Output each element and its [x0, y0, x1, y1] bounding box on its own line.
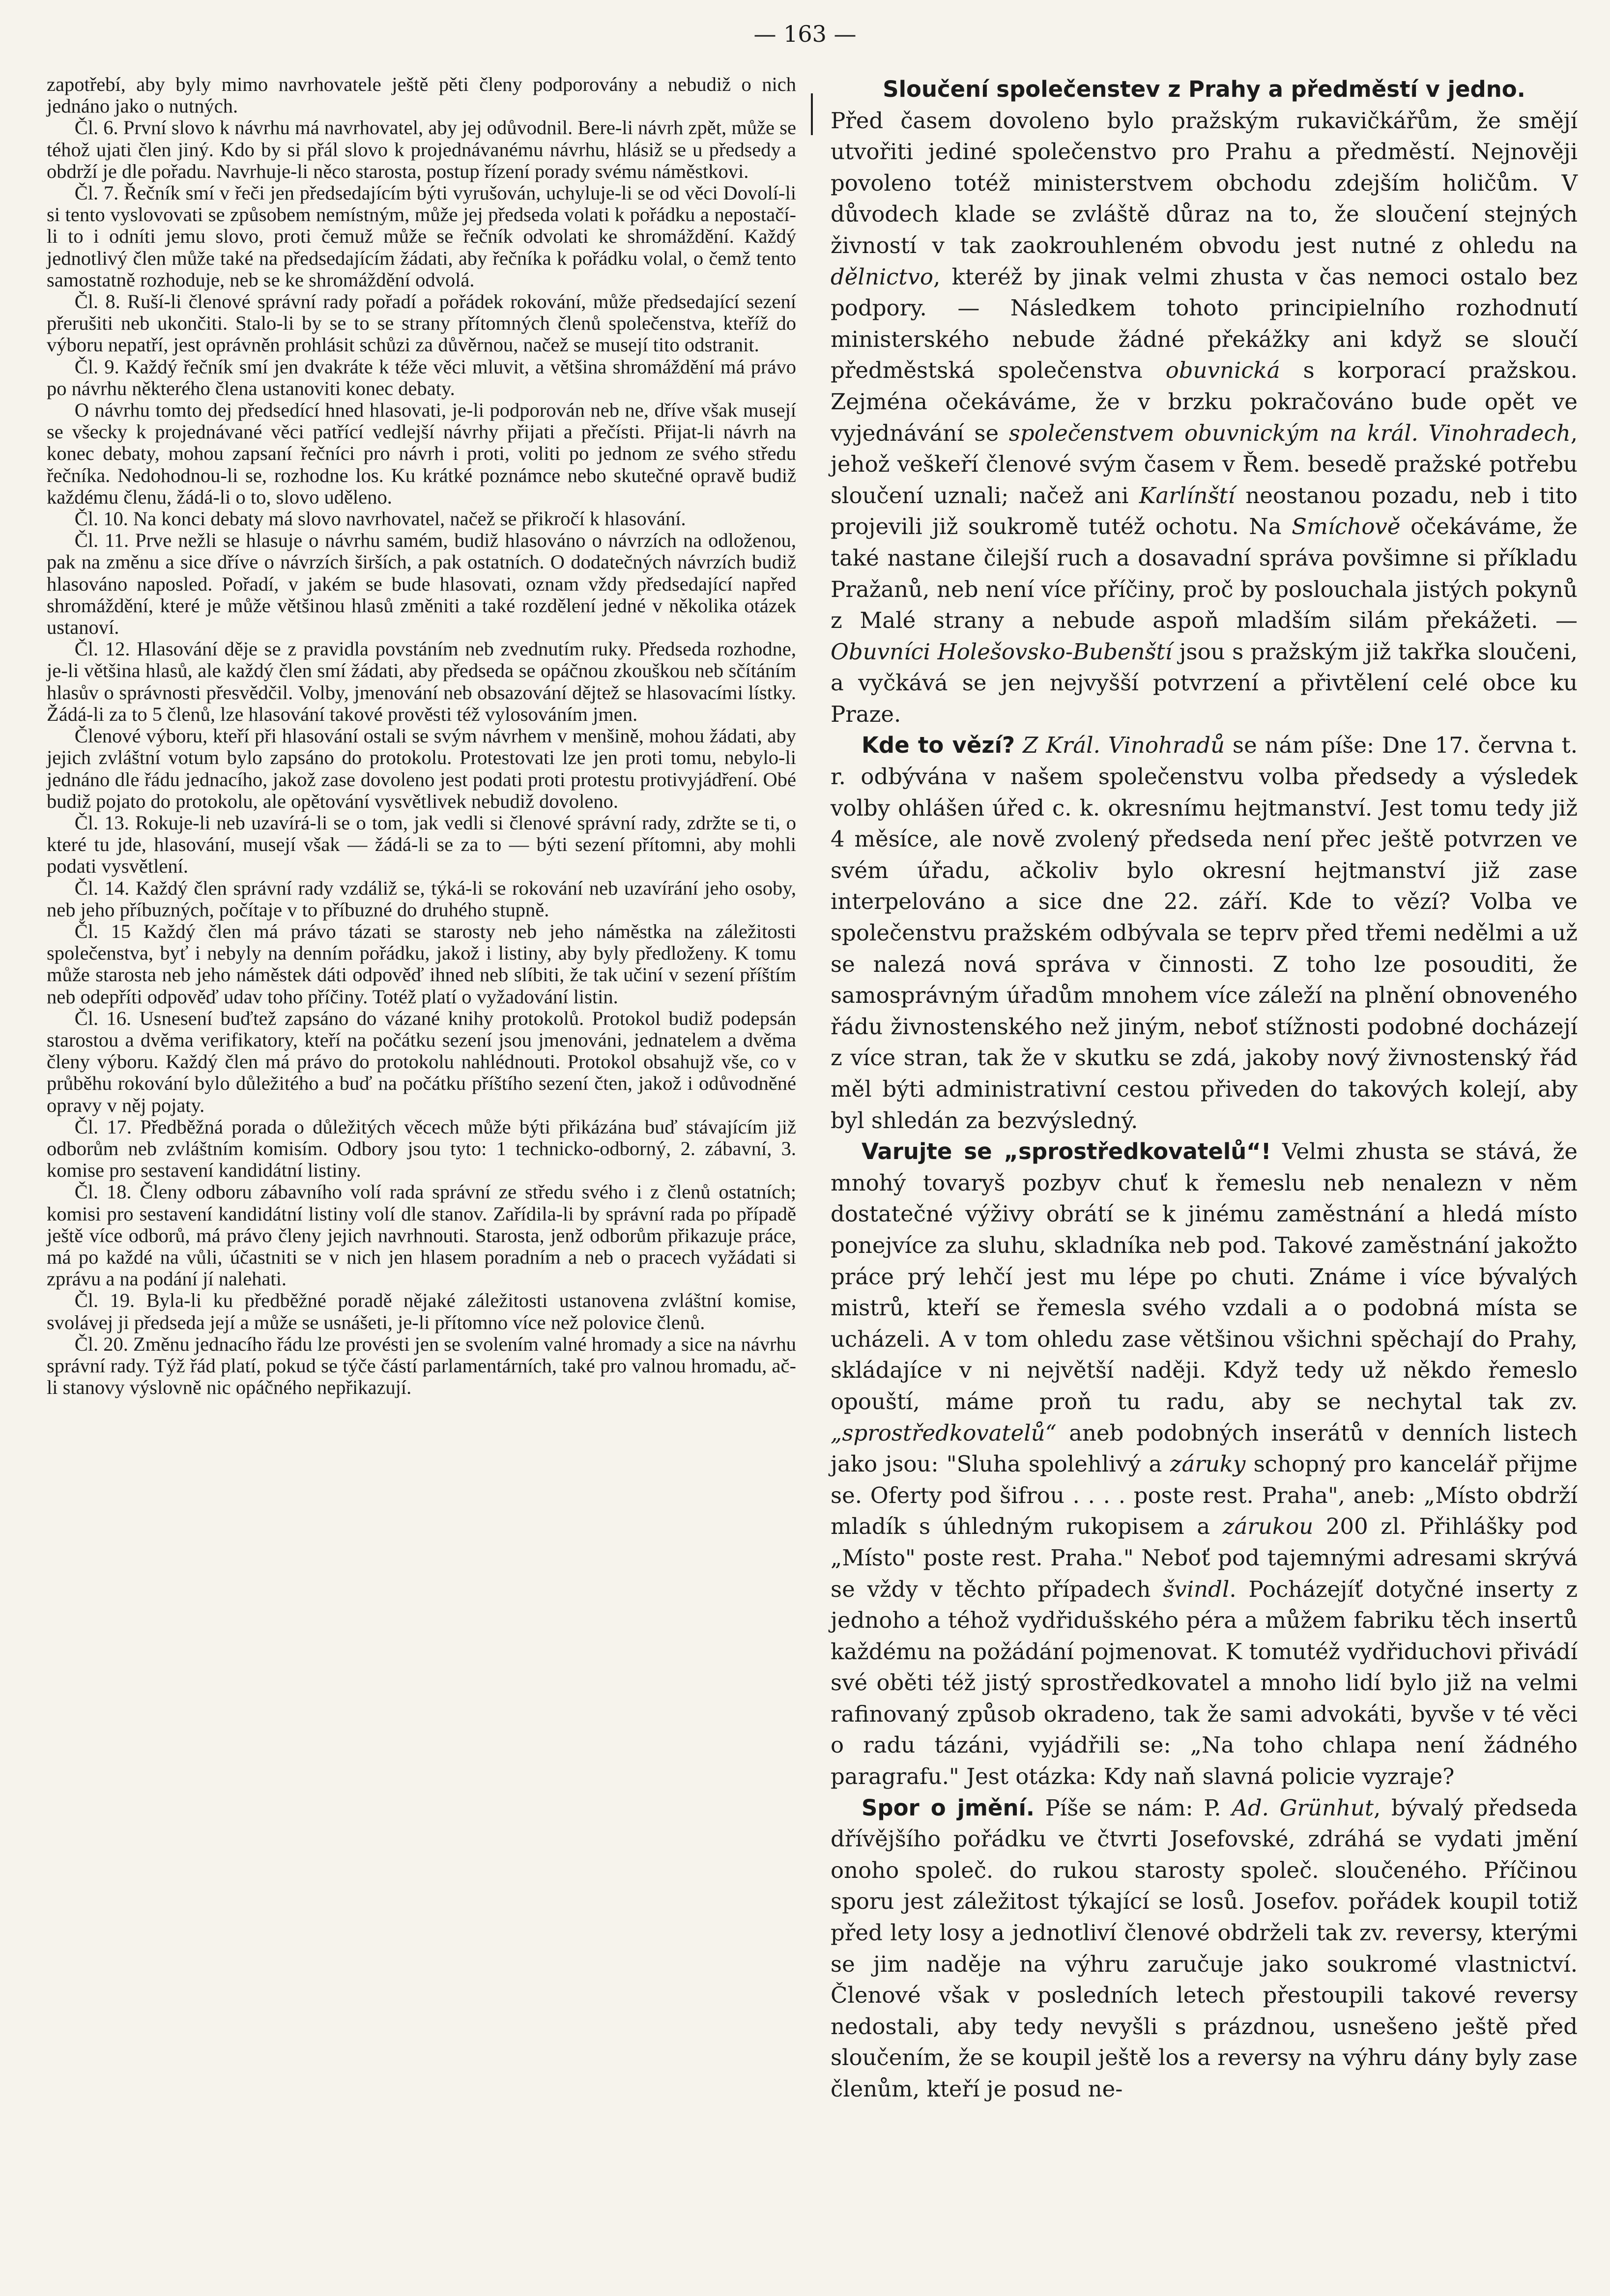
article-11: Čl. 11. Prve nežli se hlasuje o návrhu samém, budiž hlasováno o návrzích na odloženou, pak na změnu a sice dříve o návrzích širších, a pak ostatních. O dodatečných návrzích budiž hlasováno naposled. Pořadí, v jakém se bude hlasovati, oznam vždy předsedající napřed shromáždění, které je může většinou hlasů změniti a také rozdělení jedné v několika otázek ustanoví.: [47, 529, 796, 639]
article-kde-to-vezi: Kde to vězí? Z Král. Vinohradů se nám píše: Dne 17. června t. r. odbývána v našem společenstvu volba předsedy a výsledek volby ohlášen úřed c. k. okresnímu hejtmanství. Jest tomu tedy již 4 měsíce, ale nově zvolený předseda není přec ještě potvrzen ve svém úřadu, ačkoliv bylo okresní hejtmanství již zase interpelováno a sice dne 22. září. Kde to vězí? Volba ve společenstvu pražském odbývala se teprv před třemi nedělmi a už se nalezá nová správa v činnosti. Z toho lze posouditi, že samosprávným úřadům mnohem více záleží na plnění obnoveného řádu živnostenského než jiným, neboť stížnosti podobné docházejí z více stran, tak že v skutku se zdá, jakoby nový živnostenský řád měl býti administrativní cestou přiveden do takových kolejí, aby byl shledán za bezvýsledný.: [831, 732, 1578, 1134]
article-varujte-se: Varujte se „sprostředkovatelů“! Velmi zhusta se stává, že mnohý tovaryš pozbyv chuť k řemeslu neb nenalezn v něm dostatečné výživy obrátí se k jinému zaměstnání a hledá místo ponejvíce za sluhu, skladníka neb pod. Takové zaměstnání jakožto práce prý lehčí jest mu lépe po chuti. Známe i více bývalých mistrů, kteří se řemesla svého vzdali a o podobná místa se ucházeli. A v tom ohledu zase většinou všichni spěchají do Prahy, skládajíce v ni největší naději. Když tedy už někdo řemeslo opouští, máme proň tu radu, aby se nechytal tak zv. „sprostředkovatelů“ aneb podobných inserátů v denních listech jako jsou: "Sluha spolehlivý a záruky schopný pro kancelář přijme se. Oferty pod šifrou . . . . poste rest. Praha", aneb: „Místo obdrží mladík s úhledným rukopisem a zárukou 200 zl. Přihlášky pod „Místo" poste rest. Praha." Neboť pod tajemnými adresami skrývá se vždy v těchto případech švindl. Pocházejíť dotyčné inserty z jednoho a téhož vydřidušského péra a můžem fabriku těch insertů každému na požádání pojmenovat. K tomutéž vydřiduchovi přivádí své oběti též jistý sprostředkovatel a mnoho lidí bylo již na velmi rafinovaný způsob okradeno, tak že sami advokáti, byvše v té věci o radu tázáni, vyjádřili se: „Na toho chlapa není žádného paragrafu." Jest otázka: Kdy naň slavná policie vyzraje?: [831, 1138, 1578, 1790]
article-spor-o-jmeni: Spor o jmění. Píše se nám: P. Ad. Grünhut, bývalý předseda dřívějšího pořádku ve čtvrti Josefovské, zdráhá se vydati jmění onoho společ. do rukou starosty společ. sloučeného. Příčinou sporu jest záležitost týkající se losů. Josefov. pořádek koupil totiž před lety losy a jednotliví členové obdrželi tak zv. reversy, kterými se jim naděje na výhru zaručuje jako soukromé vlastnictví. Členové však v posledních letech přestoupili takové reversy nedostali, aby tedy nevyšli s prázdnou, usnešeno ještě před sloučením, že se koupil ještě los a reversy na výhru dány byly zase členům, kteří je posud ne-: [831, 1794, 1578, 2102]
left-column: [47, 74, 796, 1398]
article-14: Čl. 14. Každý člen správní rady vzdáliž se, týká-li se rokování neb uzavírání jeho osoby, neb jeho příbuzných, počítaje v to příbuzné do druhého stupně.: [47, 877, 796, 921]
section-title-kde-to-vezi: Kde to vězí?: [862, 732, 1015, 759]
section-title-varujte-se: Varujte se „sprostředkovatelů“!: [862, 1138, 1271, 1165]
article-16: Čl. 16. Usnesení buďtež zapsáno do vázané knihy protokolů. Protokol budiž podepsán starostou a dvěma verifikatory, kteří na počátku sezení jsou jmenováni, jednatelem a dvěma členy výboru. Každý člen má právo do protokolu nahlédnouti. Protokol obsahujž vše, co v průběhu rokování bylo důležitého a buď na počátku příštího sezení čten, jakož i odůvodněné opravy v něj pojaty.: [47, 1007, 796, 1116]
paragraph: Členové výboru, kteří při hlasování ostali se svým návrhem v menšině, mohou žádati, aby jejich zvláštní votum bylo zapsáno do protokolu. Protestovati lze jen proti tomu, nebylo-li jednáno dle řádu jednacího, jakož zase dovoleno jest podati proti protestu protivyjádření. Obé budiž pojato do protokolu, ale opětování vysvětlivek nebudiž dovoleno.: [47, 725, 796, 812]
page-number: — 163 —: [753, 21, 857, 47]
article-7: Čl. 7. Řečník smí v řeči jen předsedajícím býti vyrušován, uchyluje-li se od věci Dovolí-li si tento vyslovovati se způsobem nemístným, může jej předseda volati k pořádku a nepostačí-li to i odníti jemu slovo, proti čemuž může se řečník odvolati ke shromáždění. Každý jednotlivý člen může také na předsedajícím žádati, aby řečníka k pořádku volal, o čemž tento samostatně rozhoduje, neb se ke shromáždění odvolá.: [47, 182, 796, 291]
article-20: Čl. 20. Změnu jednacího řádu lze provésti jen se svolením valné hromady a sice na návrhu správní rady. Týž řád platí, pokud se týče částí parlamentárních, také pro valnou hromadu, ač-li stanovy výslovně nic opáčného nepřikazují.: [47, 1332, 796, 1399]
article-slouceni: Před časem dovoleno bylo pražským rukavičkářům, že smějí utvořiti jediné společenstvo pro Prahu a předměstí. Nejnověji povoleno totéž ministerstvem obchodu zdejším holičům. V důvodech klade se zvláště důraz na to, že sloučení stejných živností v tak zaokrouhleném obvodu jest nutné z ohledu na dělnictvo, kteréž by jinak velmi zhusta v čas nemoci ostalo bez podpory. — Následkem tohoto principielního rozhodnutí ministerského nebude žádné překážky ani když se sloučí předměstská společenstva obuvnická s korporací pražskou. Zejména očekáváme, že v brzku pokračováno bude opět ve vyjednávání se společenstvem obuvnickým na král. Vinohradech, jehož veškeří členové svým časem v Řem. besedě pražské potřebu sloučení uznali; načež ani Karlínští neostanou pozadu, neb i tito projevili již soukromě tutéž ochotu. Na Smíchově očekáváme, že také nastane čilejší ruch a dosavadní správa povšimne si příkladu Pražanů, neb není více příčiny, proč by poslouchala jistých pokynů z Malé strany a nebude aspoň mladším silám překážeti. — Obuvníci Holešovsko-Bubenští jsou s pražským již takřka sloučeni, a vyčkává se jen nejvyšší potvrzení a přivtělení celé obce ku Praze.: [831, 107, 1578, 727]
article-10: Čl. 10. Na konci debaty má slovo navrhovatel, načež se přikročí k hlasování.: [74, 508, 686, 530]
article-13: Čl. 13. Rokuje-li neb uzavírá-li se o tom, jak vedli si členové správní rady, zdržte se ti, o které tu jde, hlasování, musejí však — žádá-li se za to — býti sezení přítomni, aby mohli podati vysvětlení.: [47, 811, 796, 878]
article-19: Čl. 19. Byla-li ku předběžné poradě nějaké záležitosti ustanovena zvláštní komise, svolávej ji předseda její a může se usnášeti, je-li přítomno více než polovice členů.: [47, 1289, 796, 1333]
paragraph: zapotřebí, aby byly mimo navrhovatele ještě pěti členy podporovány a nebudiž o nich jednáno jako o nutných.: [47, 73, 796, 117]
article-8: Čl. 8. Ruší-li členové správní rady pořadí a pořádek rokování, může předsedající sezení přerušiti neb ukončiti. Stalo-li by se to se strany přítomných členů společenstva, kteříž do výboru nepatří, jest oprávněn prohlásit schůzi za důvěrnou, načež se musejí tito odstranit.: [47, 290, 796, 356]
article-18: Čl. 18. Členy odboru zábavního volí rada správní ze středu svého i z členů ostatních; komisi pro sestavení kandidátní listiny volí dle stanov. Zařídila-li by správní rada po případě ještě více odborů, má právo členy jejich navrhnouti. Starosta, jenž odborům přikazuje práce, má po každé na vůli, účastniti se v nich jen hlasem poradním a neb o pracech vyžádati si zprávu a na podání jí nalehati.: [47, 1181, 796, 1290]
section-title-slouceni: Sloučení společenstev z Prahy a předměstí v jedno.: [883, 76, 1525, 102]
paragraph: O návrhu tomto dej předsedící hned hlasovati, je-li podporován neb ne, dříve však musejí se všecky k projednávané věci patřící vedlejší návrhy přijati a přečísti. Přijat-li návrh na konec debaty, mohou zapsaní řečníci pro návrh i proti, voliti po jednom ze svého středu řečníka. Nedohodnou-li se, rozhodne los. Ku krátké poznámce nebo skutečné opravě budiž každému členu, žádá-li o to, slovo uděleno.: [47, 399, 796, 508]
column-divider: [811, 93, 813, 135]
article-9: Čl. 9. Každý řečník smí jen dvakráte k téže věci mluvit, a většina shromáždění má právo po návrhu některého člena ustanoviti konec debaty.: [47, 355, 796, 399]
article-12: Čl. 12. Hlasování děje se z pravidla povstáním neb zvednutím ruky. Předseda rozhodne, je-li většina hlasů, ale každý člen smí žádati, aby předseda se opáčnou zkouškou neb sčítáním hlasův o správnosti přesvědčil. Volby, jmenování neb obsazování dějtež se hlasovacími lístky. Žádá-li za to 5 členů, lze hlasování takové prověsti též vylosováním jmen.: [47, 638, 796, 725]
article-15: Čl. 15 Každý člen má právo tázati se starosty neb jeho náměstka na záležitosti společenstva, byť i nebyly na denním pořádku, jakož i listiny, aby byly předloženy. K tomu může starosta neb jeho náměstek dáti odpověď ihned neb slíbiti, že tak učiní v sezení příštím neb odepříti odpověď udav toho příčiny. Totéž platí o vyžadování listin.: [47, 920, 796, 1008]
right-column: [831, 74, 1578, 2105]
article-17: Čl. 17. Předběžná porada o důležitých věcech může býti přikázána buď stávajícím již odborům neb zvláštním komisím. Odbory jsou tyto: 1 technicko-odborný, 2. zábavní, 3. komise pro sestavení kandidátní listiny.: [47, 1115, 796, 1182]
article-6: Čl. 6. První slovo k návrhu má navrhovatel, aby jej odůvodnil. Bere-li návrh zpět, může se téhož ujati člen jiný. Kdo by si přál slovo k projednávanému návrhu, hlásiž se u předsedy a obdrží je dle pořadu. Navrhuje-li něco starosta, postup řízení porady svému náměstkovi.: [47, 116, 796, 182]
section-title-spor-o-jmeni: Spor o jmění.: [862, 1794, 1035, 1821]
